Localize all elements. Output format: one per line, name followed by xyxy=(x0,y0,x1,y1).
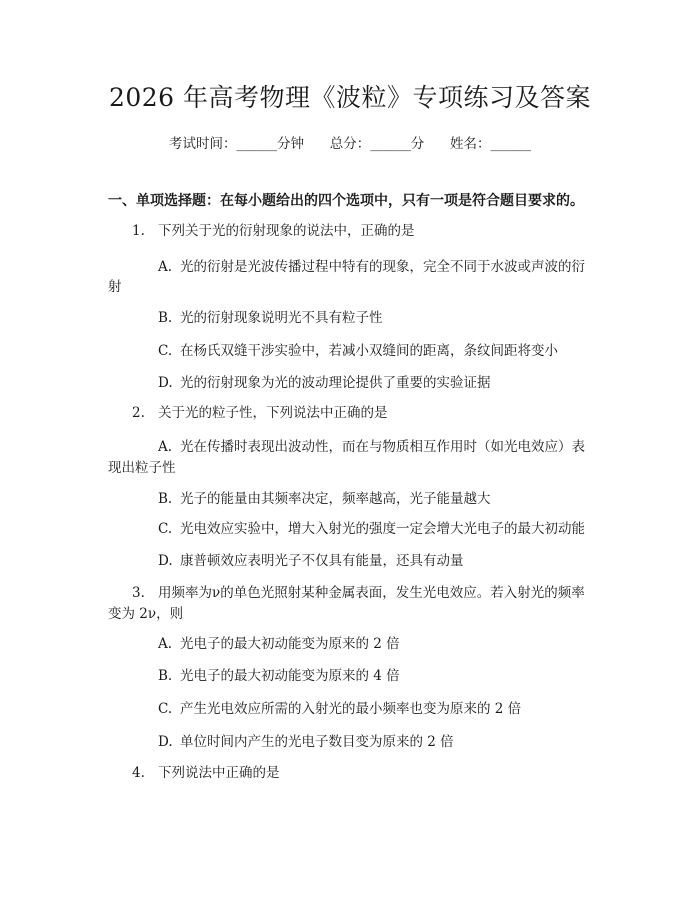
option-letter: A. xyxy=(158,439,173,455)
option-text: 光的衍射是光波传播过程中特有的现象，完全不同于水波或声波的衍 xyxy=(180,259,585,275)
option-3d xyxy=(158,731,454,753)
option-text: 光在传播时表现出波动性，而在与物质相互作用时（如光电效应）表 xyxy=(180,439,585,455)
option-letter: C. xyxy=(158,343,173,359)
question-number: 3. xyxy=(132,585,145,601)
option-2d xyxy=(158,550,464,572)
option-2c xyxy=(158,518,585,540)
section-heading: 一、单项选择题：在每小题给出的四个选项中，只有一项是符合题目要求的。 xyxy=(108,193,584,209)
option-1a-continuation: 射 xyxy=(108,279,122,295)
question-number: 1. xyxy=(132,223,145,239)
option-3c xyxy=(158,698,521,720)
option-3a xyxy=(158,633,400,655)
option-text: 光电效应实验中，增大入射光的强度一定会增大光电子的最大初动能 xyxy=(180,521,585,537)
option-text: 在杨氏双缝干涉实验中，若减小双缝间的距离，条纹间距将变小 xyxy=(180,343,558,359)
question-stem: 用频率为ν的单色光照射某种金属表面，发生光电效应。若入射光的频率 xyxy=(158,585,585,601)
exam-meta-line: 考试时间：______分钟 总分：______分 姓名：______ xyxy=(169,136,531,152)
option-text: 光的衍射现象说明光不具有粒子性 xyxy=(180,310,383,326)
option-3b xyxy=(158,665,400,687)
question-1 xyxy=(132,220,415,242)
option-text: 光的衍射现象为光的波动理论提供了重要的实验证据 xyxy=(180,375,491,391)
option-text: 单位时间内产生的光电子数目变为原来的 2 倍 xyxy=(180,734,454,750)
option-text: 光子的能量由其频率决定，频率越高，光子能量越大 xyxy=(180,491,491,507)
option-letter: C. xyxy=(158,521,173,537)
option-text: 光电子的最大初动能变为原来的 2 倍 xyxy=(180,636,400,652)
option-1a xyxy=(158,256,585,278)
option-letter: A. xyxy=(158,636,173,652)
option-1c xyxy=(158,340,558,362)
option-letter: B. xyxy=(158,491,173,507)
option-1d xyxy=(158,372,491,394)
question-stem: 关于光的粒子性，下列说法中正确的是 xyxy=(158,405,388,421)
option-letter: B. xyxy=(158,668,173,684)
question-3 xyxy=(132,582,585,604)
question-2 xyxy=(132,402,388,424)
option-text: 康普顿效应表明光子不仅具有能量，还具有动量 xyxy=(180,553,464,569)
option-text: 产生光电效应所需的入射光的最小频率也变为原来的 2 倍 xyxy=(180,701,522,717)
option-letter: D. xyxy=(158,375,173,391)
question-number: 2. xyxy=(132,405,145,421)
question-stem: 下列说法中正确的是 xyxy=(158,765,280,781)
question-number: 4. xyxy=(132,765,145,781)
page-title: 2026 年高考物理《波粒》专项练习及答案 xyxy=(108,83,592,112)
option-letter: A. xyxy=(158,259,173,275)
question-4 xyxy=(132,762,280,784)
question-3-continuation: 变为 2ν，则 xyxy=(108,606,184,622)
option-letter: D. xyxy=(158,734,173,750)
option-2b xyxy=(158,488,491,510)
option-2a-continuation: 现出粒子性 xyxy=(108,460,176,476)
option-1b xyxy=(158,307,383,329)
option-letter: D. xyxy=(158,553,173,569)
question-stem: 下列关于光的衍射现象的说法中，正确的是 xyxy=(158,223,415,239)
option-letter: C. xyxy=(158,701,173,717)
option-letter: B. xyxy=(158,310,173,326)
option-text: 光电子的最大初动能变为原来的 4 倍 xyxy=(180,668,400,684)
option-2a xyxy=(158,436,585,458)
